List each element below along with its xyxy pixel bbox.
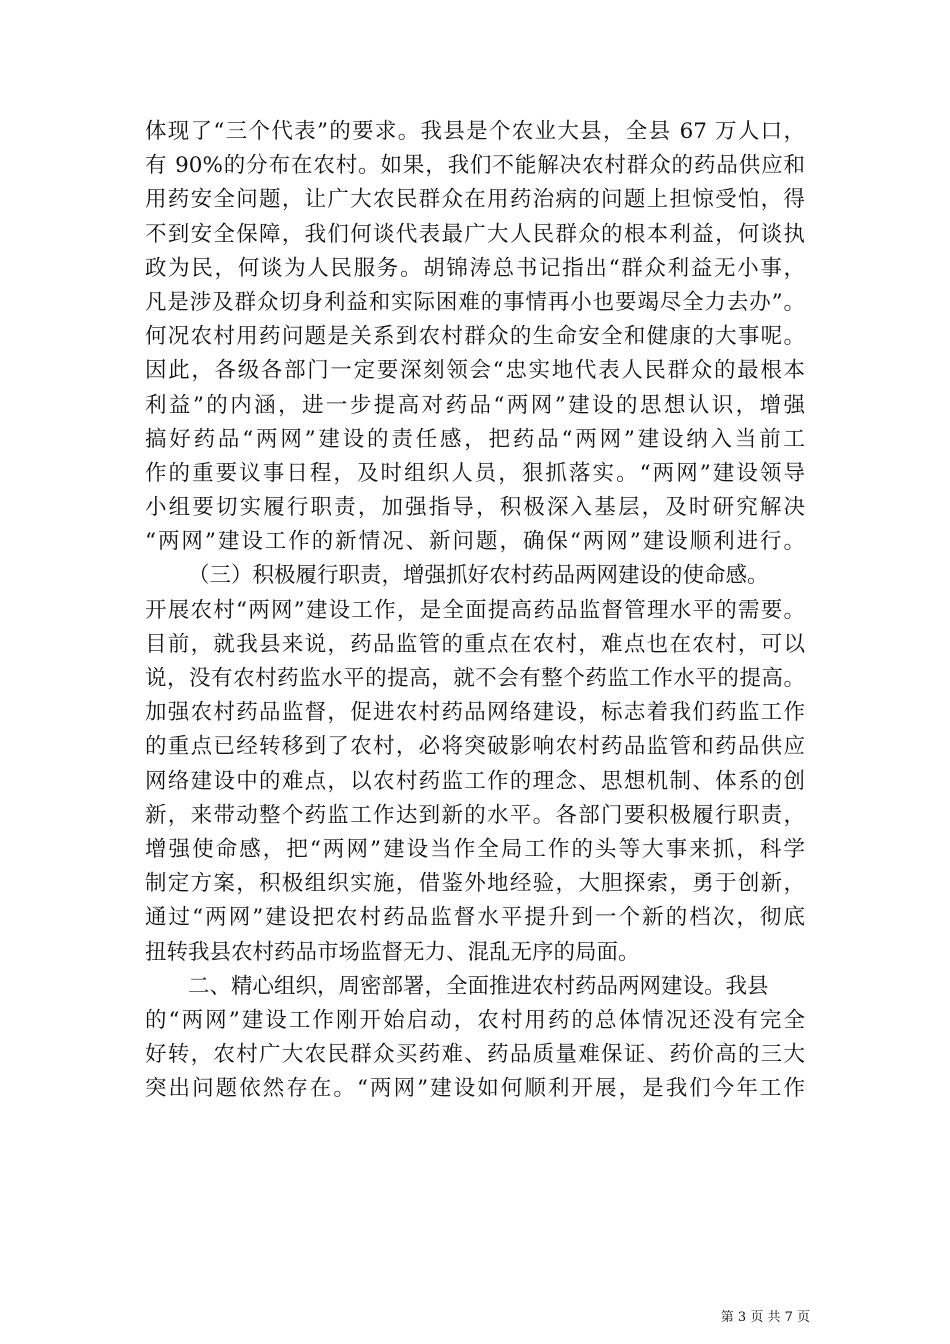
document-body: [145, 115, 805, 1106]
section-heading-line: 二、精心组织，周密部署，全面推进农村药品两网建设。我县: [188, 973, 769, 999]
text-line: 新，来带动整个药监工作达到新的水平。各部门要积极履行职责，: [145, 802, 805, 828]
text-line: 网络建设中的难点，以农村药监工作的理念、思想机制、体系的创: [145, 768, 805, 794]
text-line: 小组要切实履行职责，加强指导，积极深入基层，及时研究解决: [145, 495, 805, 521]
text-line: 搞好药品“两网”建设的责任感，把药品“两网”建设纳入当前工: [145, 426, 805, 452]
text-line: 目前，就我县来说，药品监管的重点在农村，难点也在农村，可以: [145, 631, 805, 657]
text-line: 利益”的内涵，进一步提高对药品“两网”建设的思想认识，增强: [145, 392, 805, 418]
section-heading-line: （三）积极履行职责，增强抓好农村药品两网建设的使命感。: [188, 563, 769, 589]
text-line: 用药安全问题，让广大农民群众在用药治病的问题上担惊受怕，得: [145, 187, 805, 213]
text-line: 加强农村药品监督，促进农村药品网络建设，标志着我们药监工作: [145, 700, 805, 726]
text-line: 增强使命感，把“两网”建设当作全局工作的头等大事来抓，科学: [145, 836, 805, 862]
text-line: 体现了“三个代表”的要求。我县是个农业大县，全县 67 万人口，: [145, 119, 805, 144]
text-line: 政为民，何谈为人民服务。胡锦涛总书记指出“群众利益无小事，: [145, 255, 805, 281]
page-number-footer: 第 3 页 共 7 页: [720, 1310, 810, 1325]
text-line: 凡是涉及群众切身利益和实际困难的事情再小也要竭尽全力去办”。: [145, 289, 805, 315]
text-line: 制定方案，积极组织实施，借鉴外地经验，大胆探索，勇于创新，: [145, 871, 805, 897]
text-line: 突出问题依然存在。“两网”建设如何顺利开展，是我们今年工作: [145, 1076, 805, 1102]
text-line: 的重点已经转移到了农村，必将突破影响农村药品监管和药品供应: [145, 734, 805, 760]
text-line: 作的重要议事日程，及时组织人员，狠抓落实。“两网”建设领导: [145, 460, 805, 486]
text-line: 有 90%的分布在农村。如果，我们不能解决农村群众的药品供应和: [145, 153, 805, 179]
text-line: 扭转我县农村药品市场监督无力、混乱无序的局面。: [145, 939, 640, 965]
text-line: 因此，各级各部门一定要深刻领会“忠实地代表人民群众的最根本: [145, 358, 805, 384]
text-line: 通过“两网”建设把农村药品监督水平提升到一个新的档次，彻底: [145, 905, 805, 931]
text-line: 开展农村“两网”建设工作，是全面提高药品监督管理水平的需要。: [145, 597, 805, 623]
text-line: 不到安全保障，我们何谈代表最广大人民群众的根本利益，何谈执: [145, 221, 805, 247]
text-line: 说，没有农村药监水平的提高，就不会有整个药监工作水平的提高。: [145, 666, 805, 691]
text-line: 好转，农村广大农民群众买药难、药品质量难保证、药价高的三大: [145, 1042, 805, 1068]
text-line: 何况农村用药问题是关系到农村群众的生命安全和健康的大事呢。: [145, 324, 805, 350]
text-line: “两网”建设工作的新情况、新问题，确保“两网”建设顺利进行。: [145, 529, 805, 555]
text-line: 的“两网”建设工作刚开始启动，农村用药的总体情况还没有完全: [145, 1007, 805, 1033]
